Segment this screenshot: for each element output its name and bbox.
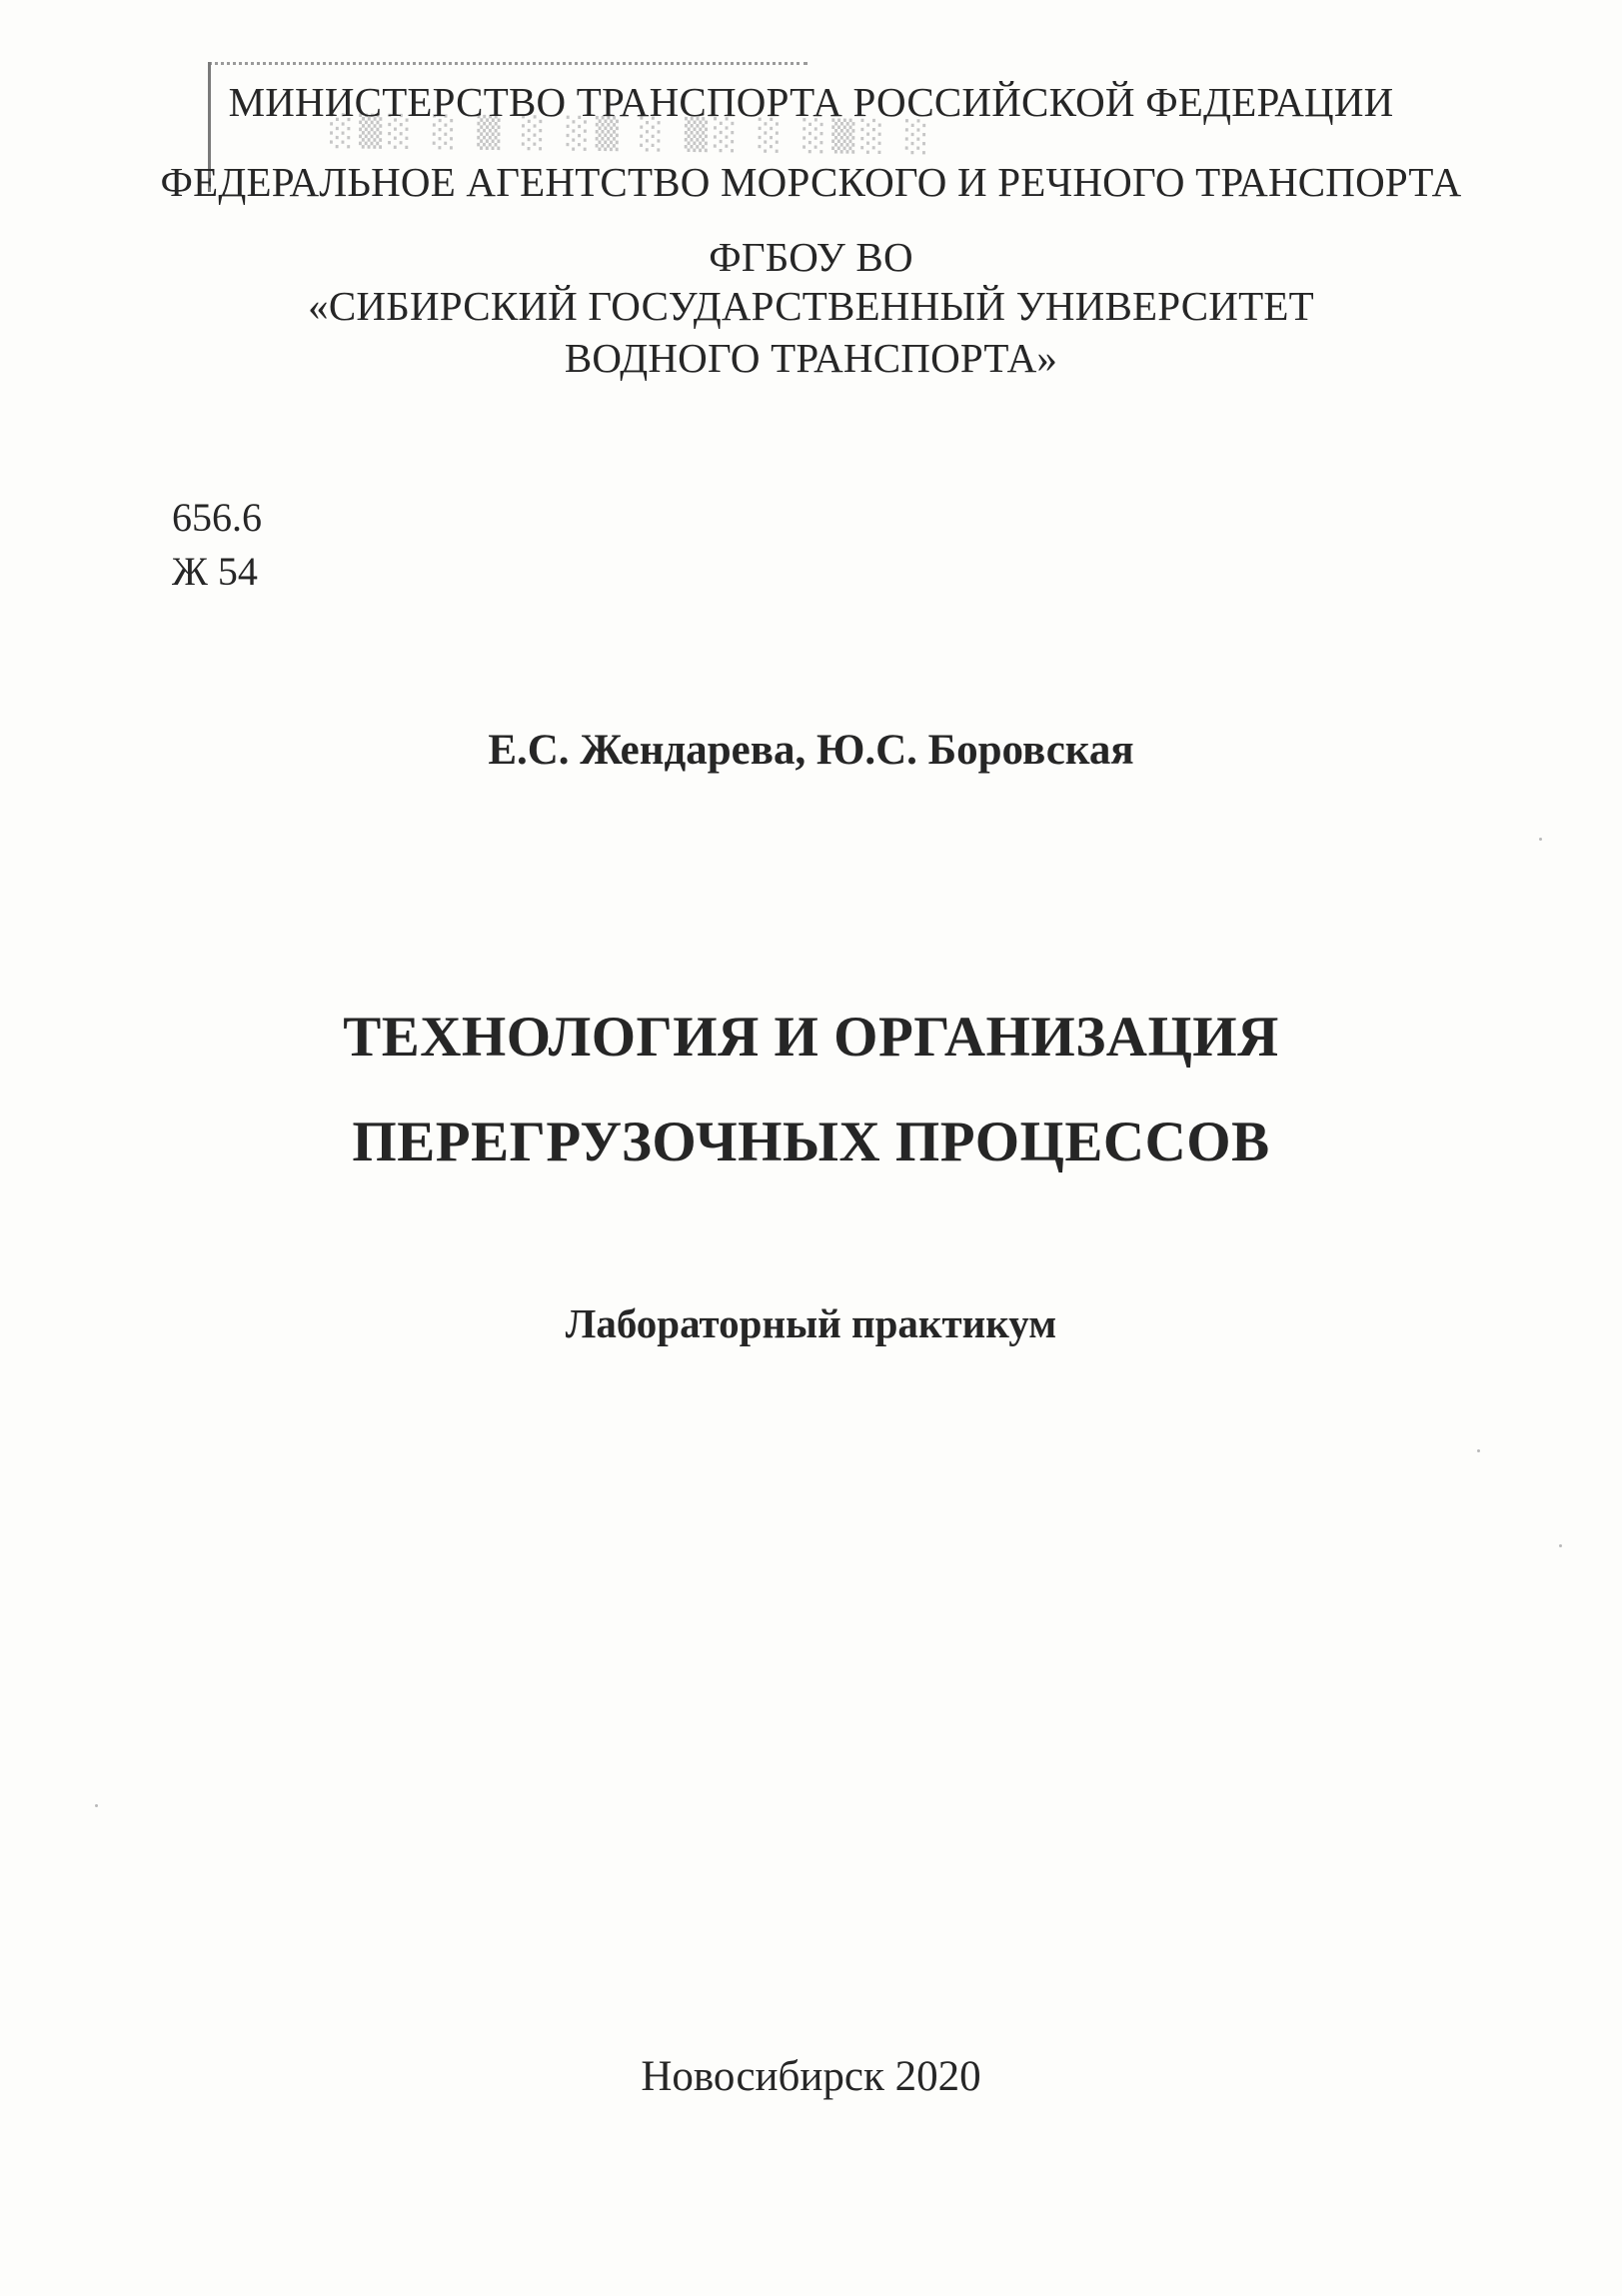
city-year: Новосибирск 2020 [641, 2053, 981, 2100]
book-title-line2: ПЕРЕГРУЗОЧНЫХ ПРОЦЕССОВ [352, 1111, 1270, 1173]
institution-type: ФГБОУ ВО [709, 234, 913, 280]
agency-header: ФЕДЕРАЛЬНОЕ АГЕНТСТВО МОРСКОГО И РЕЧНОГО ТРАНСПОРТА [160, 159, 1462, 205]
scan-speck [95, 1804, 98, 1807]
scan-speck [1477, 1449, 1480, 1452]
university-name-line2: ВОДНОГО ТРАНСПОРТА» [564, 335, 1058, 381]
scan-speck [1539, 838, 1542, 841]
stamp-smudge: ░▒░ ░ ▒ ░ ░▒ ░ ▒░ ░ ░▒░ ░ [329, 114, 935, 156]
scan-speck [1559, 1544, 1562, 1547]
stamp-top-edge [208, 62, 808, 65]
book-title-line1: ТЕХНОЛОГИЯ И ОРГАНИЗАЦИЯ [343, 1006, 1279, 1069]
ministry-header: МИНИСТЕРСТВО ТРАНСПОРТА РОССИЙСКОЙ ФЕДЕРАЦИИ [228, 79, 1394, 125]
author-mark: Ж 54 [172, 549, 258, 594]
udc-code: 656.6 [172, 495, 262, 540]
book-subtitle: Лабораторный практикум [565, 1300, 1057, 1346]
university-name-line1: «СИБИРСКИЙ ГОСУДАРСТВЕННЫЙ УНИВЕРСИТЕТ [308, 283, 1314, 329]
authors: Е.С. Жендарева, Ю.С. Боровская [488, 727, 1134, 774]
